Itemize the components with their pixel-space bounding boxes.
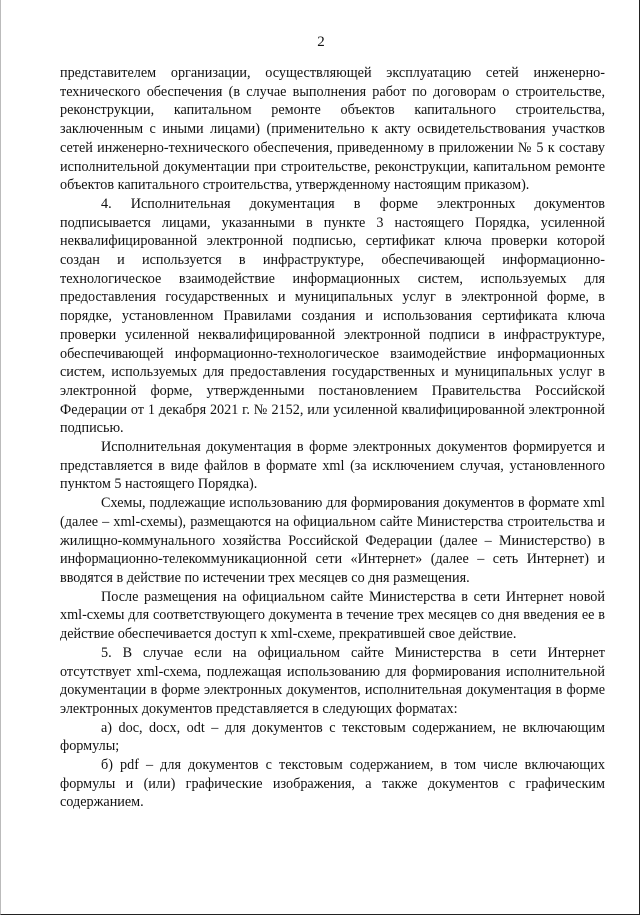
document-body [60,64,605,812]
paragraph-xml-schemas: Схемы, подлежащие использованию для формирования документов в формате xml (далее – xml-схемы), размещаются на официальном сайте Министерства строительства и жилищно-коммунального хозяйства Российской Федерации (далее – Министерство) в информационно-телекоммуникационной сети «Интернет» (далее – сеть Интернет) и вводятся в действие по истечении трех месяцев со дня размещения. [60,495,605,586]
page-number: 2 [317,34,325,50]
paragraph-format-a: а) doc, docx, odt – для документов с текстовым содержанием, не включающим формулы; [60,719,605,755]
paragraph-schema-access: После размещения на официальном сайте Министерства в сети Интернет новой xml-схемы для соответствующего документа в течение трех месяцев со дня введения ее в действие обеспечивается доступ к xml-схеме, прекратившей свое действие. [60,588,605,643]
paragraph-format-b: б) pdf – для документов с текстовым содержанием, в том числе включающих формулы и (или) графические изображения, а также документов с графическим содержанием. [60,757,605,811]
paragraph-continuation: представителем организации, осуществляющей эксплуатацию сетей инженерно-технического обеспечения (в случае выполнения работ по договорам о строительстве, реконструкции, капитальном ремонте объектов капитального строительства, заключенным с иными лицами) (применительно к акту освидетельствования участков сетей инженерно-технического обеспечения, приведенному в приложении № 5 к составу исполнительной документации при строительстве, реконструкции, капитальном ремонте объектов капитального строительства, утвержденному настоящим приказом). [60,65,605,194]
paragraph-item-4: 4. Исполнительная документация в форме электронных документов подписывается лицами, указанными в пункте 3 настоящего Порядка, усиленной неквалифицированной электронной подписью, сертификат ключа проверки которой создан и используется в инфраструктуре, обеспечивающей информационно-технологическое взаимодействие информационных систем, используемых для предоставления государственных и муниципальных услуг в электронной форме, в порядке, установленном Правилами создания и использования сертификата ключа проверки усиленной неквалифицированной электронной подписи в инфраструктуре, обеспечивающей информационно-технологическое взаимодействие информационных систем, используемых для предоставления государственных и муниципальных услуг в электронной форме, утвержденными постановлением Правительства Российской Федерации от 1 декабря 2021 г. № 2152, или усиленной квалифицированной электронной подписью. [60,195,605,437]
paragraph-xml-format: Исполнительная документация в форме электронных документов формируется и представляется в виде файлов в формате xml (за исключением случая, установленного пунктом 5 настоящего Порядка). [60,439,605,493]
paragraph-item-5: 5. В случае если на официальном сайте Министерства в сети Интернет отсутствует xml-схема, подлежащая использованию для формирования исполнительной документации в форме электронных документов, исполнительная документация в форме электронных документов представляется в следующих форматах: [60,644,605,717]
